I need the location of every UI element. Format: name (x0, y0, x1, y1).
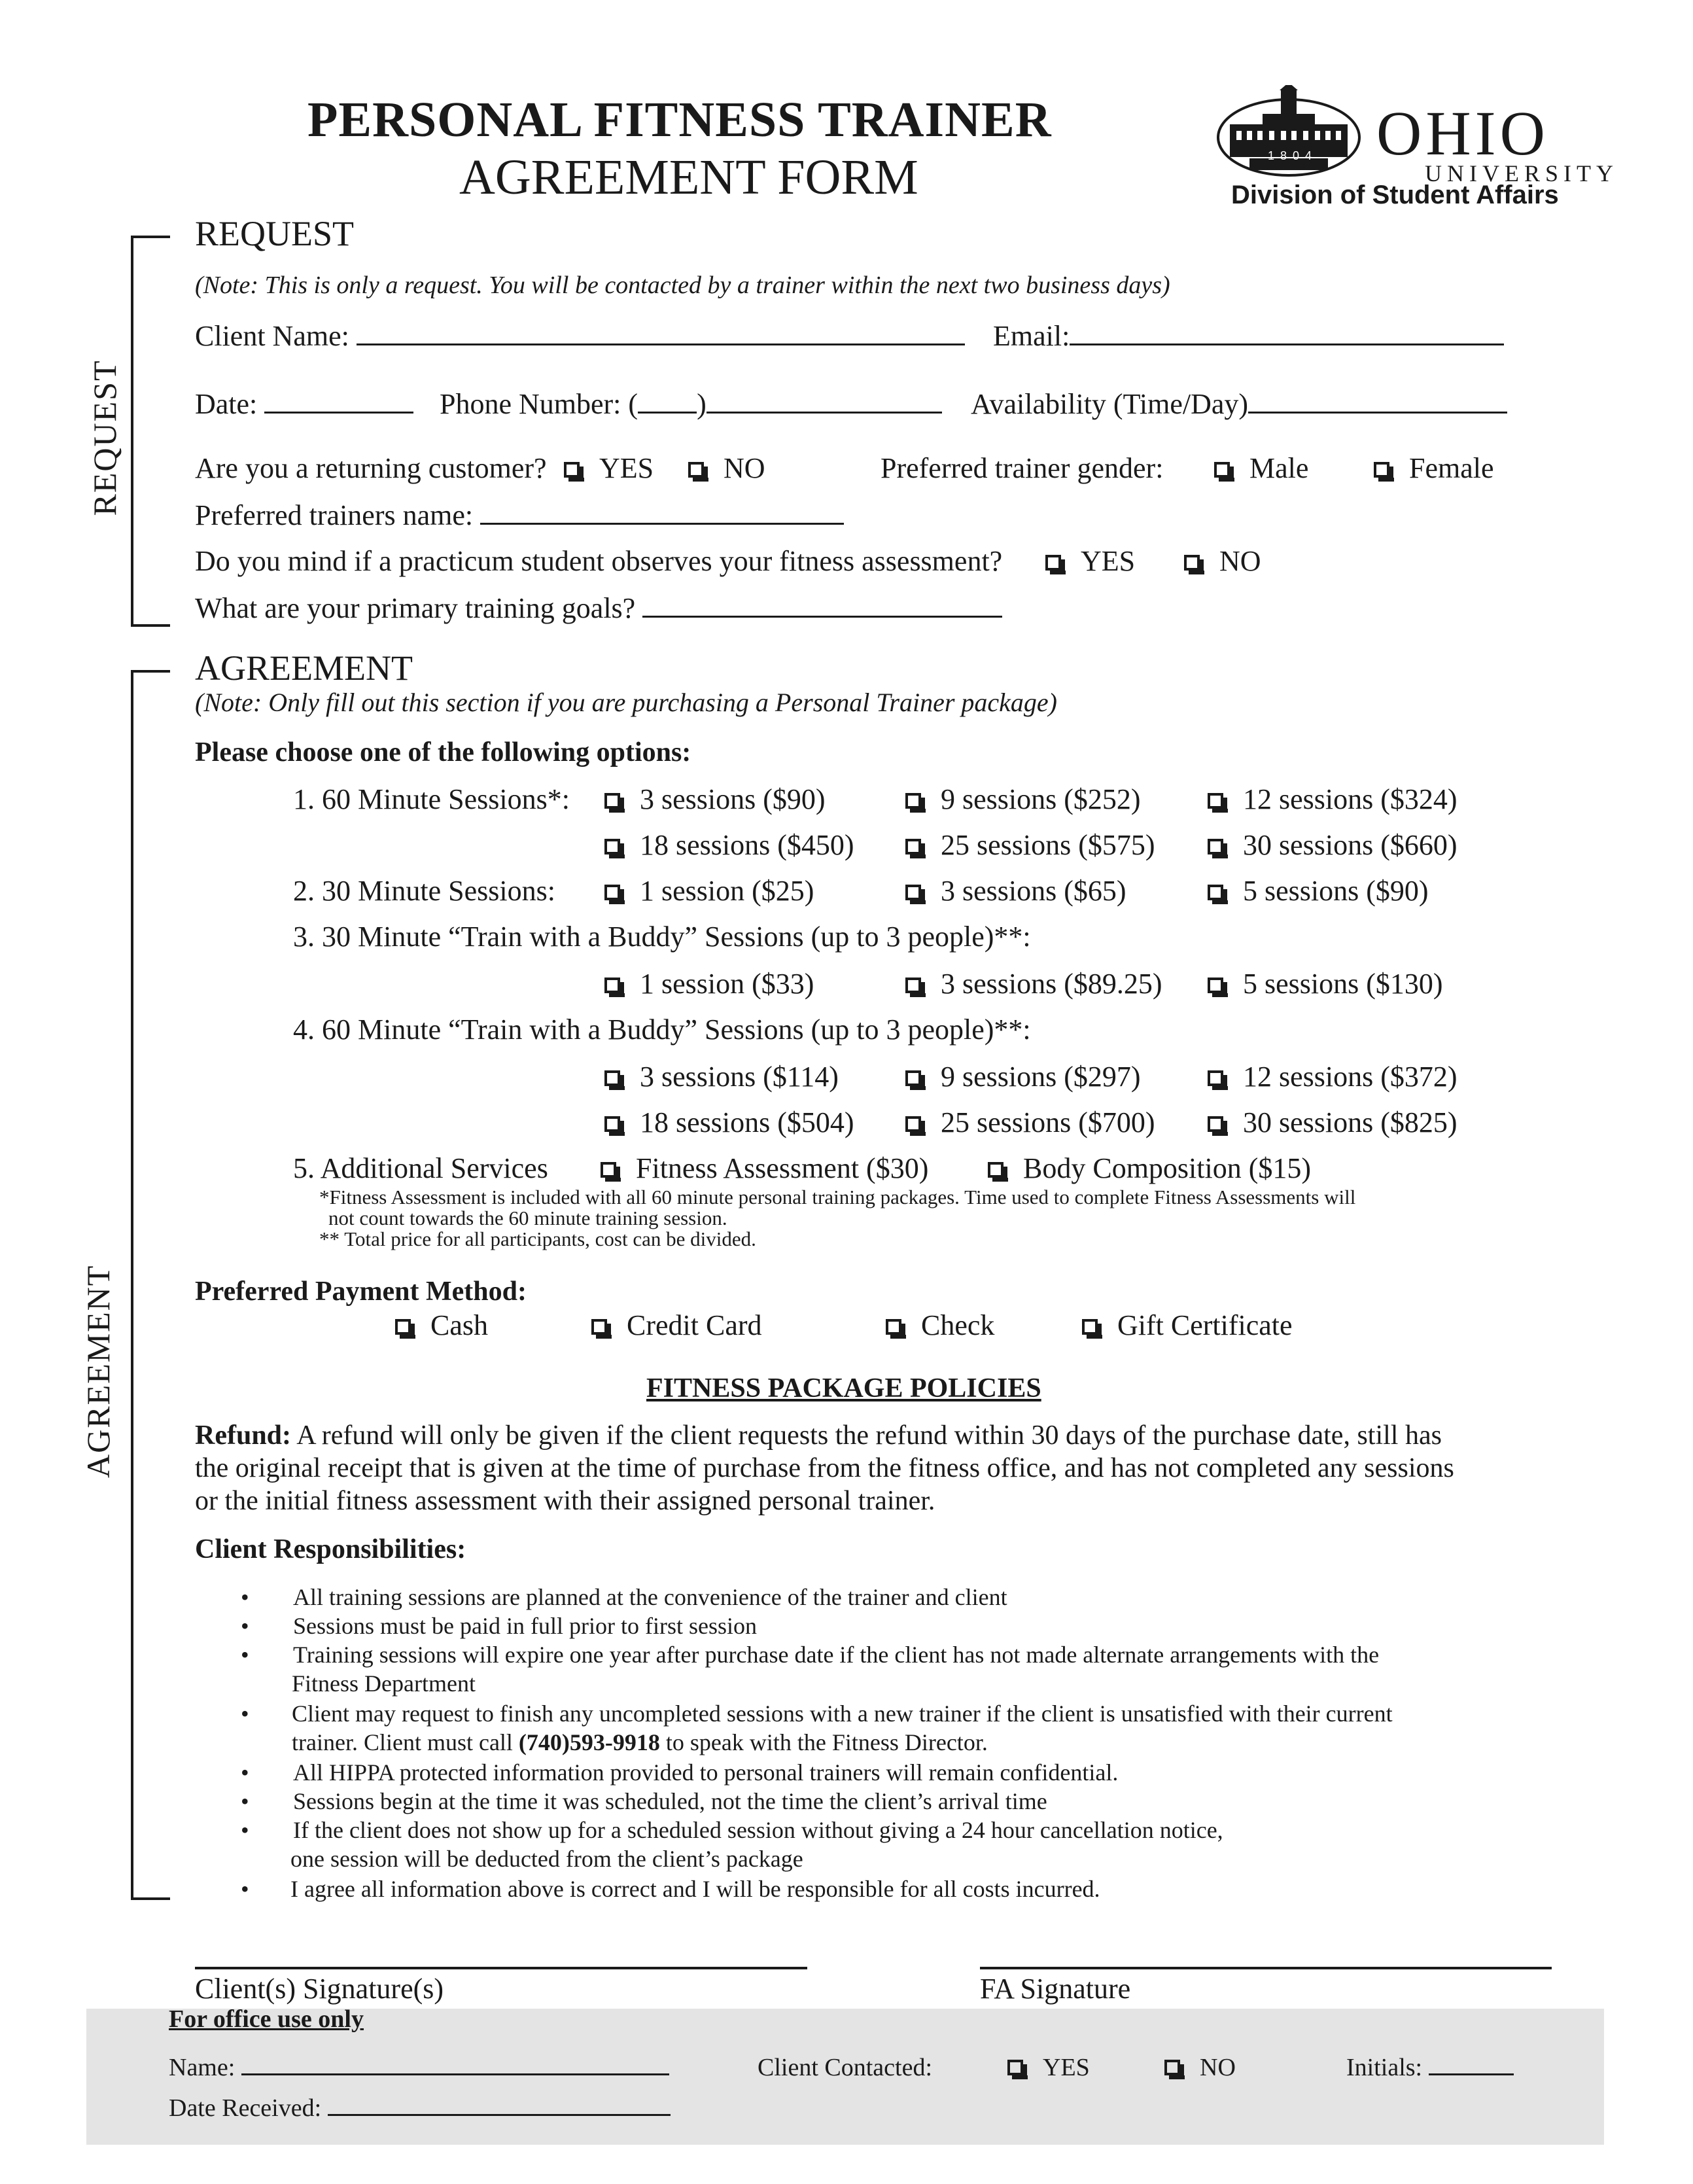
practicum-yes-checkbox[interactable] (1045, 555, 1061, 571)
date-label: Date: (195, 388, 258, 420)
request-heading: REQUEST (195, 214, 354, 253)
gender-female-label: Female (1409, 452, 1494, 484)
opt1-checkbox-25[interactable] (905, 839, 921, 854)
gender-male-label: Male (1249, 452, 1309, 484)
opt1-12-sessions: 12 sessions ($324) (1243, 783, 1457, 815)
practicum-yes-label: YES (1081, 545, 1136, 577)
goals-field[interactable] (642, 593, 1002, 618)
opt5-body-composition: Body Composition ($15) (1023, 1152, 1312, 1184)
opt2-checkbox-3[interactable] (905, 885, 921, 900)
phone-area-field[interactable] (638, 389, 697, 414)
opt3-1-session: 1 session ($33) (640, 968, 814, 1000)
office-initials-field[interactable] (1429, 2054, 1514, 2075)
practicum-label: Do you mind if a practicum student observes your fitness assessment? (195, 545, 1003, 577)
payment-check-checkbox[interactable] (886, 1319, 901, 1335)
opt3-5-sessions: 5 sessions ($130) (1243, 968, 1443, 1000)
office-contacted-no-label: NO (1200, 2054, 1236, 2081)
opt4-checkbox-30[interactable] (1208, 1116, 1223, 1132)
gender-female-checkbox[interactable] (1374, 462, 1389, 478)
responsibilities-label: Client Responsibilities: (195, 1534, 466, 1564)
responsibility-item-cont: one session will be deducted from the client’s package (290, 1846, 803, 1872)
opt1-checkbox-3[interactable] (604, 793, 620, 809)
opt1-checkbox-9[interactable] (905, 793, 921, 809)
request-note: (Note: This is only a request. You will be contacted by a trainer within the next two business days) (195, 272, 1170, 299)
opt2-checkbox-1[interactable] (604, 885, 620, 900)
opt1-checkbox-12[interactable] (1208, 793, 1223, 809)
responsibility-item: Sessions must be paid in full prior to first session (293, 1613, 757, 1639)
responsibility-item: All HIPPA protected information provided to personal trainers will remain confidential. (293, 1759, 1119, 1786)
opt3-checkbox-3[interactable] (905, 978, 921, 993)
office-name-label: Name: (169, 2054, 236, 2081)
payment-check-label: Check (921, 1309, 995, 1341)
option5-label: 5. Additional Services (293, 1152, 548, 1184)
opt1-9-sessions: 9 sessions ($252) (941, 783, 1141, 815)
opt4-12-sessions: 12 sessions ($372) (1243, 1061, 1457, 1093)
form-title-line2: AGREEMENT FORM (459, 150, 918, 205)
returning-yes-checkbox[interactable] (564, 462, 580, 478)
opt5-fitness-assessment-checkbox[interactable] (601, 1162, 616, 1178)
opt3-checkbox-1[interactable] (604, 978, 620, 993)
payment-gift-certificate-label: Gift Certificate (1117, 1309, 1293, 1341)
office-date-received-label: Date Received: (169, 2094, 322, 2122)
practicum-no-checkbox[interactable] (1184, 555, 1200, 571)
form-title-line1: PERSONAL FITNESS TRAINER (307, 92, 1052, 147)
logo-year: 1 8 0 4 (1268, 149, 1314, 162)
choose-options-label: Please choose one of the following options: (195, 737, 691, 767)
opt1-18-sessions: 18 sessions ($450) (640, 829, 854, 861)
logo-name: OHIO (1376, 98, 1549, 168)
footnote-total-price: ** Total price for all participants, cost can be divided. (319, 1227, 756, 1250)
bullet: • (241, 1642, 249, 1668)
bullet: • (241, 1584, 249, 1610)
gender-male-checkbox[interactable] (1214, 462, 1230, 478)
footnote-fitness-assessment-cont: not count towards the 60 minute training session. (328, 1206, 727, 1229)
responsibility-item: If the client does not show up for a scheduled session without giving a 24 hour cancellation notice, (293, 1817, 1223, 1843)
logo-division: Division of Student Affairs (1231, 181, 1559, 209)
policies-heading: FITNESS PACKAGE POLICIES (646, 1373, 1041, 1403)
refund-text-line2: the original receipt that is given at the time of purchase from the fitness office, and has not completed any sessions (195, 1453, 1454, 1483)
payment-cash-checkbox[interactable] (395, 1319, 411, 1335)
availability-field[interactable] (1248, 389, 1507, 414)
option2-label: 2. 30 Minute Sessions: (293, 875, 555, 907)
opt2-3-sessions: 3 sessions ($65) (941, 875, 1126, 907)
opt4-9-sessions: 9 sessions ($297) (941, 1061, 1141, 1093)
phone-paren: ) (697, 388, 707, 420)
opt4-25-sessions: 25 sessions ($700) (941, 1106, 1155, 1138)
payment-label: Preferred Payment Method: (195, 1277, 527, 1307)
responsibility-item: Sessions begin at the time it was scheduled, not the time the client’s arrival time (293, 1788, 1047, 1814)
returning-no-checkbox[interactable] (688, 462, 704, 478)
opt2-checkbox-5[interactable] (1208, 885, 1223, 900)
option3-label: 3. 30 Minute “Train with a Buddy” Sessions (up to 3 people)**: (293, 921, 1031, 953)
gender-label: Preferred trainer gender: (881, 452, 1164, 484)
office-name-field[interactable] (241, 2054, 669, 2075)
footnote-fitness-assessment: *Fitness Assessment is included with all 60 minute personal training packages. Time used to complete Fitness Assessments will (319, 1186, 1356, 1208)
opt1-checkbox-30[interactable] (1208, 839, 1223, 854)
refund-text-line3: or the initial fitness assessment with their assigned personal trainer. (195, 1486, 935, 1516)
responsibility-item: Training sessions will expire one year after purchase date if the client has not made alternate arrangements with the (293, 1642, 1380, 1668)
agreement-heading: AGREEMENT (195, 648, 413, 688)
trainer-name-field[interactable] (480, 501, 844, 525)
office-date-received-field[interactable] (328, 2094, 671, 2116)
returning-yes-label: YES (599, 452, 654, 484)
opt5-fitness-assessment: Fitness Assessment ($30) (636, 1152, 929, 1184)
request-bracket (131, 236, 133, 627)
responsibility-item-cont-end: to speak with the Fitness Director. (659, 1729, 988, 1755)
office-initials-label: Initials: (1346, 2054, 1423, 2081)
fa-signature-line[interactable] (980, 1967, 1552, 1969)
fa-signature-label: FA Signature (980, 1973, 1131, 2005)
opt3-3-sessions: 3 sessions ($89.25) (941, 968, 1162, 1000)
client-name-field[interactable] (357, 321, 965, 345)
office-contacted-yes-label: YES (1043, 2054, 1090, 2081)
opt4-30-sessions: 30 sessions ($825) (1243, 1106, 1457, 1138)
responsibility-item-cont: Fitness Department (292, 1670, 476, 1697)
office-heading: For office use only (169, 2005, 364, 2033)
trainer-name-label: Preferred trainers name: (195, 499, 474, 531)
opt2-1-session: 1 session ($25) (640, 875, 814, 907)
payment-credit-card-checkbox[interactable] (591, 1319, 607, 1335)
payment-cash-label: Cash (430, 1309, 488, 1341)
opt4-checkbox-12[interactable] (1208, 1070, 1223, 1086)
office-contacted-no-checkbox[interactable] (1164, 2060, 1180, 2075)
responsibility-item: Client may request to finish any uncompleted sessions with a new trainer if the client is unsatisfied with their current (292, 1700, 1393, 1727)
opt2-5-sessions: 5 sessions ($90) (1243, 875, 1429, 907)
refund-text-line1: A refund will only be given if the client requests the refund within 30 days of the purchase date, still has (291, 1420, 1442, 1451)
opt5-body-composition-checkbox[interactable] (988, 1162, 1004, 1178)
opt4-checkbox-3[interactable] (604, 1070, 620, 1086)
agreement-note: (Note: Only fill out this section if you are purchasing a Personal Trainer package) (195, 688, 1057, 717)
payment-credit-card-label: Credit Card (627, 1309, 762, 1341)
phone-number-field[interactable] (707, 389, 942, 414)
goals-label: What are your primary training goals? (195, 592, 636, 624)
returning-no-label: NO (724, 452, 765, 484)
opt4-checkbox-18[interactable] (604, 1116, 620, 1132)
payment-gift-certificate-checkbox[interactable] (1082, 1319, 1098, 1335)
responsibility-item-cont: trainer. Client must call (292, 1729, 519, 1755)
responsibility-item: All training sessions are planned at the convenience of the trainer and client (293, 1584, 1007, 1610)
availability-label: Availability (Time/Day) (971, 388, 1249, 420)
returning-label: Are you a returning customer? (195, 452, 547, 484)
opt1-30-sessions: 30 sessions ($660) (1243, 829, 1457, 861)
option1-label: 1. 60 Minute Sessions*: (293, 783, 570, 815)
university-building-icon (1217, 85, 1361, 177)
opt4-18-sessions: 18 sessions ($504) (640, 1106, 854, 1138)
fitness-director-phone: (740)593-9918 (518, 1729, 660, 1755)
opt3-checkbox-5[interactable] (1208, 978, 1223, 993)
agreement-side-label: AGREEMENT (79, 1275, 117, 1485)
option4-label: 4. 60 Minute “Train with a Buddy” Sessions (up to 3 people)**: (293, 1013, 1031, 1046)
bullet: • (241, 1759, 249, 1786)
office-contacted-yes-checkbox[interactable] (1007, 2060, 1023, 2075)
refund-label: Refund: (195, 1420, 292, 1451)
opt1-checkbox-18[interactable] (604, 839, 620, 854)
bullet: • (241, 1700, 249, 1727)
logo-sub: UNIVERSITY (1425, 160, 1618, 186)
office-contacted-label: Client Contacted: (758, 2054, 933, 2081)
client-signature-label: Client(s) Signature(s) (195, 1973, 444, 2005)
email-label: Email: (993, 320, 1070, 352)
request-side-label: REQUEST (86, 353, 124, 523)
responsibility-item: I agree all information above is correct and I will be responsible for all costs incurred. (290, 1876, 1100, 1902)
date-field[interactable] (264, 389, 413, 414)
bullet: • (241, 1788, 249, 1814)
email-field[interactable] (1070, 321, 1504, 345)
client-signature-line[interactable] (195, 1967, 807, 1969)
bullet: • (241, 1817, 249, 1843)
opt4-3-sessions: 3 sessions ($114) (640, 1061, 839, 1093)
phone-label: Phone Number: ( (440, 388, 638, 420)
bullet: • (241, 1613, 249, 1639)
opt4-checkbox-25[interactable] (905, 1116, 921, 1132)
opt1-25-sessions: 25 sessions ($575) (941, 829, 1155, 861)
agreement-bracket (131, 670, 133, 1900)
client-name-label: Client Name: (195, 320, 349, 352)
bullet: • (241, 1876, 249, 1902)
opt1-3-sessions: 3 sessions ($90) (640, 783, 826, 815)
practicum-no-label: NO (1219, 545, 1261, 577)
opt4-checkbox-9[interactable] (905, 1070, 921, 1086)
